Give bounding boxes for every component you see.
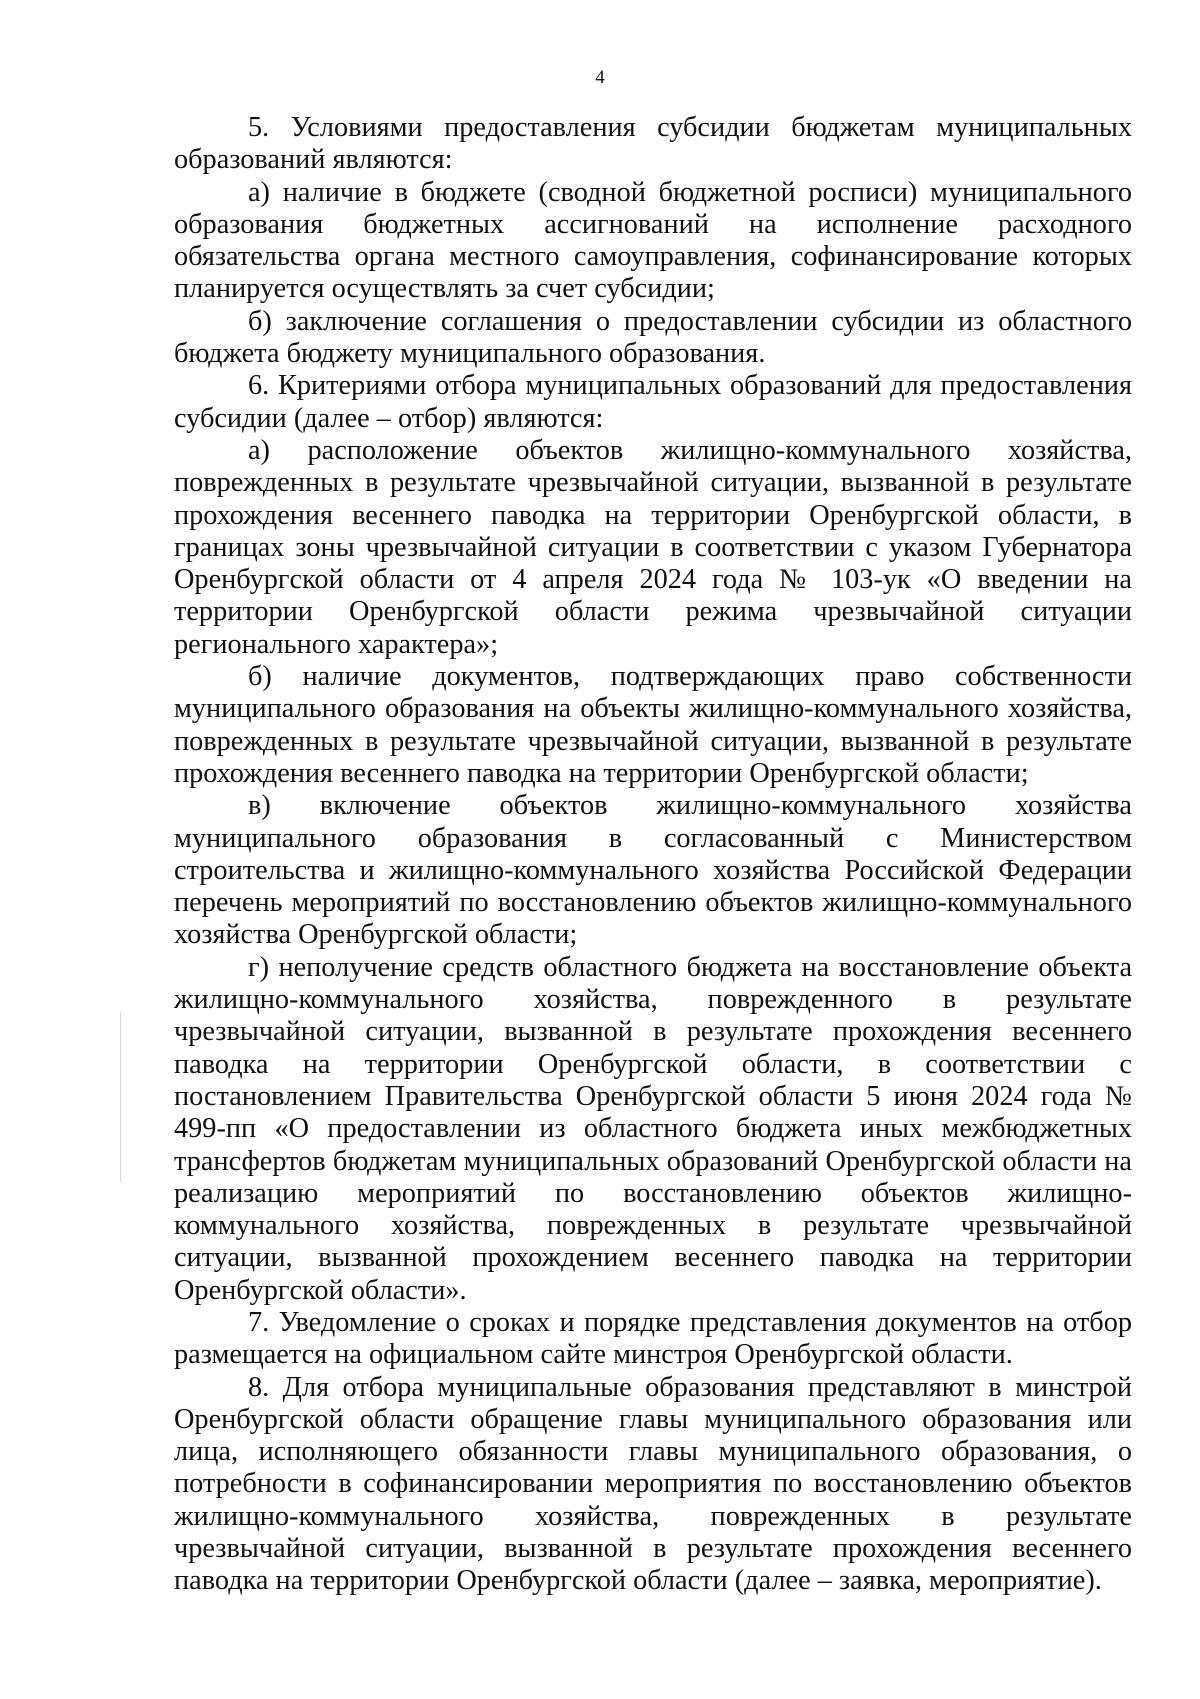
paragraph-8-application: 8. Для отбора муниципальные образования представляют в минстрой Оренбургской области обращение главы муниципального образования или лица, исполняющего обязанности главы муниципального образования, о потребности в софинансировании мероприятия по восстановлению объектов жилищно-коммунального хозяйства, поврежденных в результате чрезвычайной ситуации, вызванной в результате прохождения весеннего паводка на территории Оренбургской области (далее – заявка, мероприятие). bbox=[174, 1371, 1132, 1597]
paragraph-6v: в) включение объектов жилищно-коммунального хозяйства муниципального образования в согласованный с Министерством строительства и жилищно-коммунального хозяйства Российской Федерации перечень мероприятий по восстановлению объектов жилищно-коммунального хозяйства Оренбургской области; bbox=[174, 790, 1132, 951]
paragraph-6g: г) неполучение средств областного бюджета на восстановление объекта жилищно-коммунального хозяйства, поврежденного в результате чрезвычайной ситуации, вызванной в результате прохождения весеннего паводка на территории Оренбургской области, в соответствии с постановлением Правительства Оренбургской области 5 июня 2024 года № 499-пп «О предоставлении из областного бюджета иных межбюджетных трансфертов бюджетам муниципальных образований Оренбургской области на реализацию мероприятий по восстановлению объектов жилищно-коммунального хозяйства, поврежденных в результате чрезвычайной ситуации, вызванной прохождением весеннего паводка на территории Оренбургской области». bbox=[174, 951, 1132, 1306]
paragraph-5a: а) наличие в бюджете (сводной бюджетной росписи) муниципального образования бюджетных ассигнований на исполнение расходного обязательства органа местного самоуправления, софинансирование которых планируется осуществлять за счет субсидии; bbox=[174, 176, 1132, 305]
document-body bbox=[174, 112, 1132, 1598]
scan-margin-line bbox=[120, 1012, 121, 1182]
paragraph-6b: б) наличие документов, подтверждающих право собственности муниципального образования на объекты жилищно-коммунального хозяйства, поврежденных в результате чрезвычайной ситуации, вызванной в результате прохождения весеннего паводка на территории Оренбургской области; bbox=[174, 661, 1132, 789]
page-number: 4 bbox=[595, 67, 605, 88]
paragraph-6-criteria: 6. Критериями отбора муниципальных образований для предоставления субсидии (далее – отбор) являются: bbox=[174, 370, 1132, 434]
paragraph-5-conditions: 5. Условиями предоставления субсидии бюджетам муниципальных образований являются: bbox=[174, 112, 1132, 176]
paragraph-5b: б) заключение соглашения о предоставлении субсидии из областного бюджета бюджету муниципального образования. bbox=[174, 305, 1132, 370]
paragraph-6a: а) расположение объектов жилищно-коммунального хозяйства, поврежденных в результате чрезвычайной ситуации, вызванной в результате прохождения весеннего паводка на территории Оренбургской области, в границах зоны чрезвычайной ситуации в соответствии с указом Губернатора Оренбургской области от 4 апреля 2024 года № 103-ук «О введении на территории Оренбургской области режима чрезвычайной ситуации регионального характера»; bbox=[174, 434, 1132, 660]
paragraph-7-notice: 7. Уведомление о сроках и порядке представления документов на отбор размещается на официальном сайте минстроя Оренбургской области. bbox=[174, 1306, 1132, 1371]
